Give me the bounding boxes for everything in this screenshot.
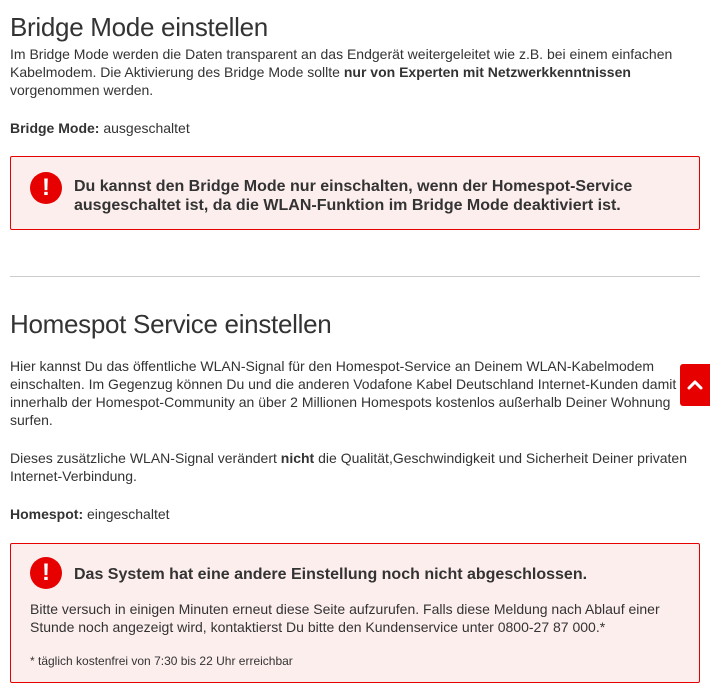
bridge-status-label: Bridge Mode: <box>10 120 100 136</box>
homespot-alert-footnote: * täglich kostenfrei von 7:30 bis 22 Uhr erreichbar <box>30 654 293 668</box>
bridge-alert-message: Du kannst den Bridge Mode nur einschalten, wenn der Homespot-Service ausgeschaltet ist, da die WLAN-Funktion im Bridge Mode deaktiviert ist. <box>74 178 633 214</box>
bridge-desc-text: Im Bridge Mode werden die Daten transparent an das Endgerät weitergeleitet wie z.B. bei einem einfachen Kabelmodem. Die Aktivierung des Bridge Mode sollte <box>10 46 673 80</box>
bridge-mode-description <box>10 45 700 99</box>
homespot-description: Hier kannst Du das öffentliche WLAN-Signal für den Homespot-Service an Deinem WLAN-Kabelmodem einschalten. Im Gegenzug können Du und die anderen Vodafone Kabel Deutschland Internet-Kunden damit innerhalb der Homespot-Community an über 2 Millionen Homespots kostenlos außerhalb Deiner Wohnung surfen. <box>10 358 677 428</box>
exclamation-icon: ! <box>30 557 62 589</box>
homespot-alert-body: Bitte versuch in einigen Minuten erneut diese Seite aufzurufen. Falls diese Meldung nach Ablauf einer Stunde noch angezeigt wird, kontaktierst Du bitte den Kundenservice unter 0800-27 87 000.* <box>30 601 660 635</box>
bridge-mode-heading: Bridge Mode einstellen <box>10 12 268 42</box>
homespot-status <box>10 505 170 523</box>
homespot-heading: Homespot Service einstellen <box>10 309 332 339</box>
homespot-note-text-end: die Qualität,Geschwindigkeit und Sicherheit Deiner privaten Internet-Verbindung. <box>10 450 687 484</box>
homespot-alert <box>10 543 700 683</box>
homespot-note-emphasis: nicht <box>280 450 315 466</box>
bridge-mode-status <box>10 119 190 137</box>
bridge-status-value: ausgeschaltet <box>99 120 190 136</box>
exclamation-icon: ! <box>30 172 62 204</box>
homespot-note-text: Dieses zusätzliche WLAN-Signal verändert <box>10 450 281 466</box>
homespot-alert-title: Das System hat eine andere Einstellung noch nicht abgeschlossen. <box>74 566 588 583</box>
bridge-desc-text-end: vorgenommen werden. <box>10 82 154 98</box>
homespot-quality-note <box>10 449 700 485</box>
bridge-desc-emphasis: nur von Experten mit Netzwerkkenntnissen <box>343 64 631 80</box>
homespot-status-label: Homespot: <box>10 506 84 522</box>
bridge-mode-alert <box>10 156 700 230</box>
section-divider <box>10 276 700 277</box>
chevron-up-icon <box>687 378 703 390</box>
homespot-status-value: eingeschaltet <box>83 506 170 522</box>
scroll-to-top-button[interactable] <box>680 364 710 406</box>
